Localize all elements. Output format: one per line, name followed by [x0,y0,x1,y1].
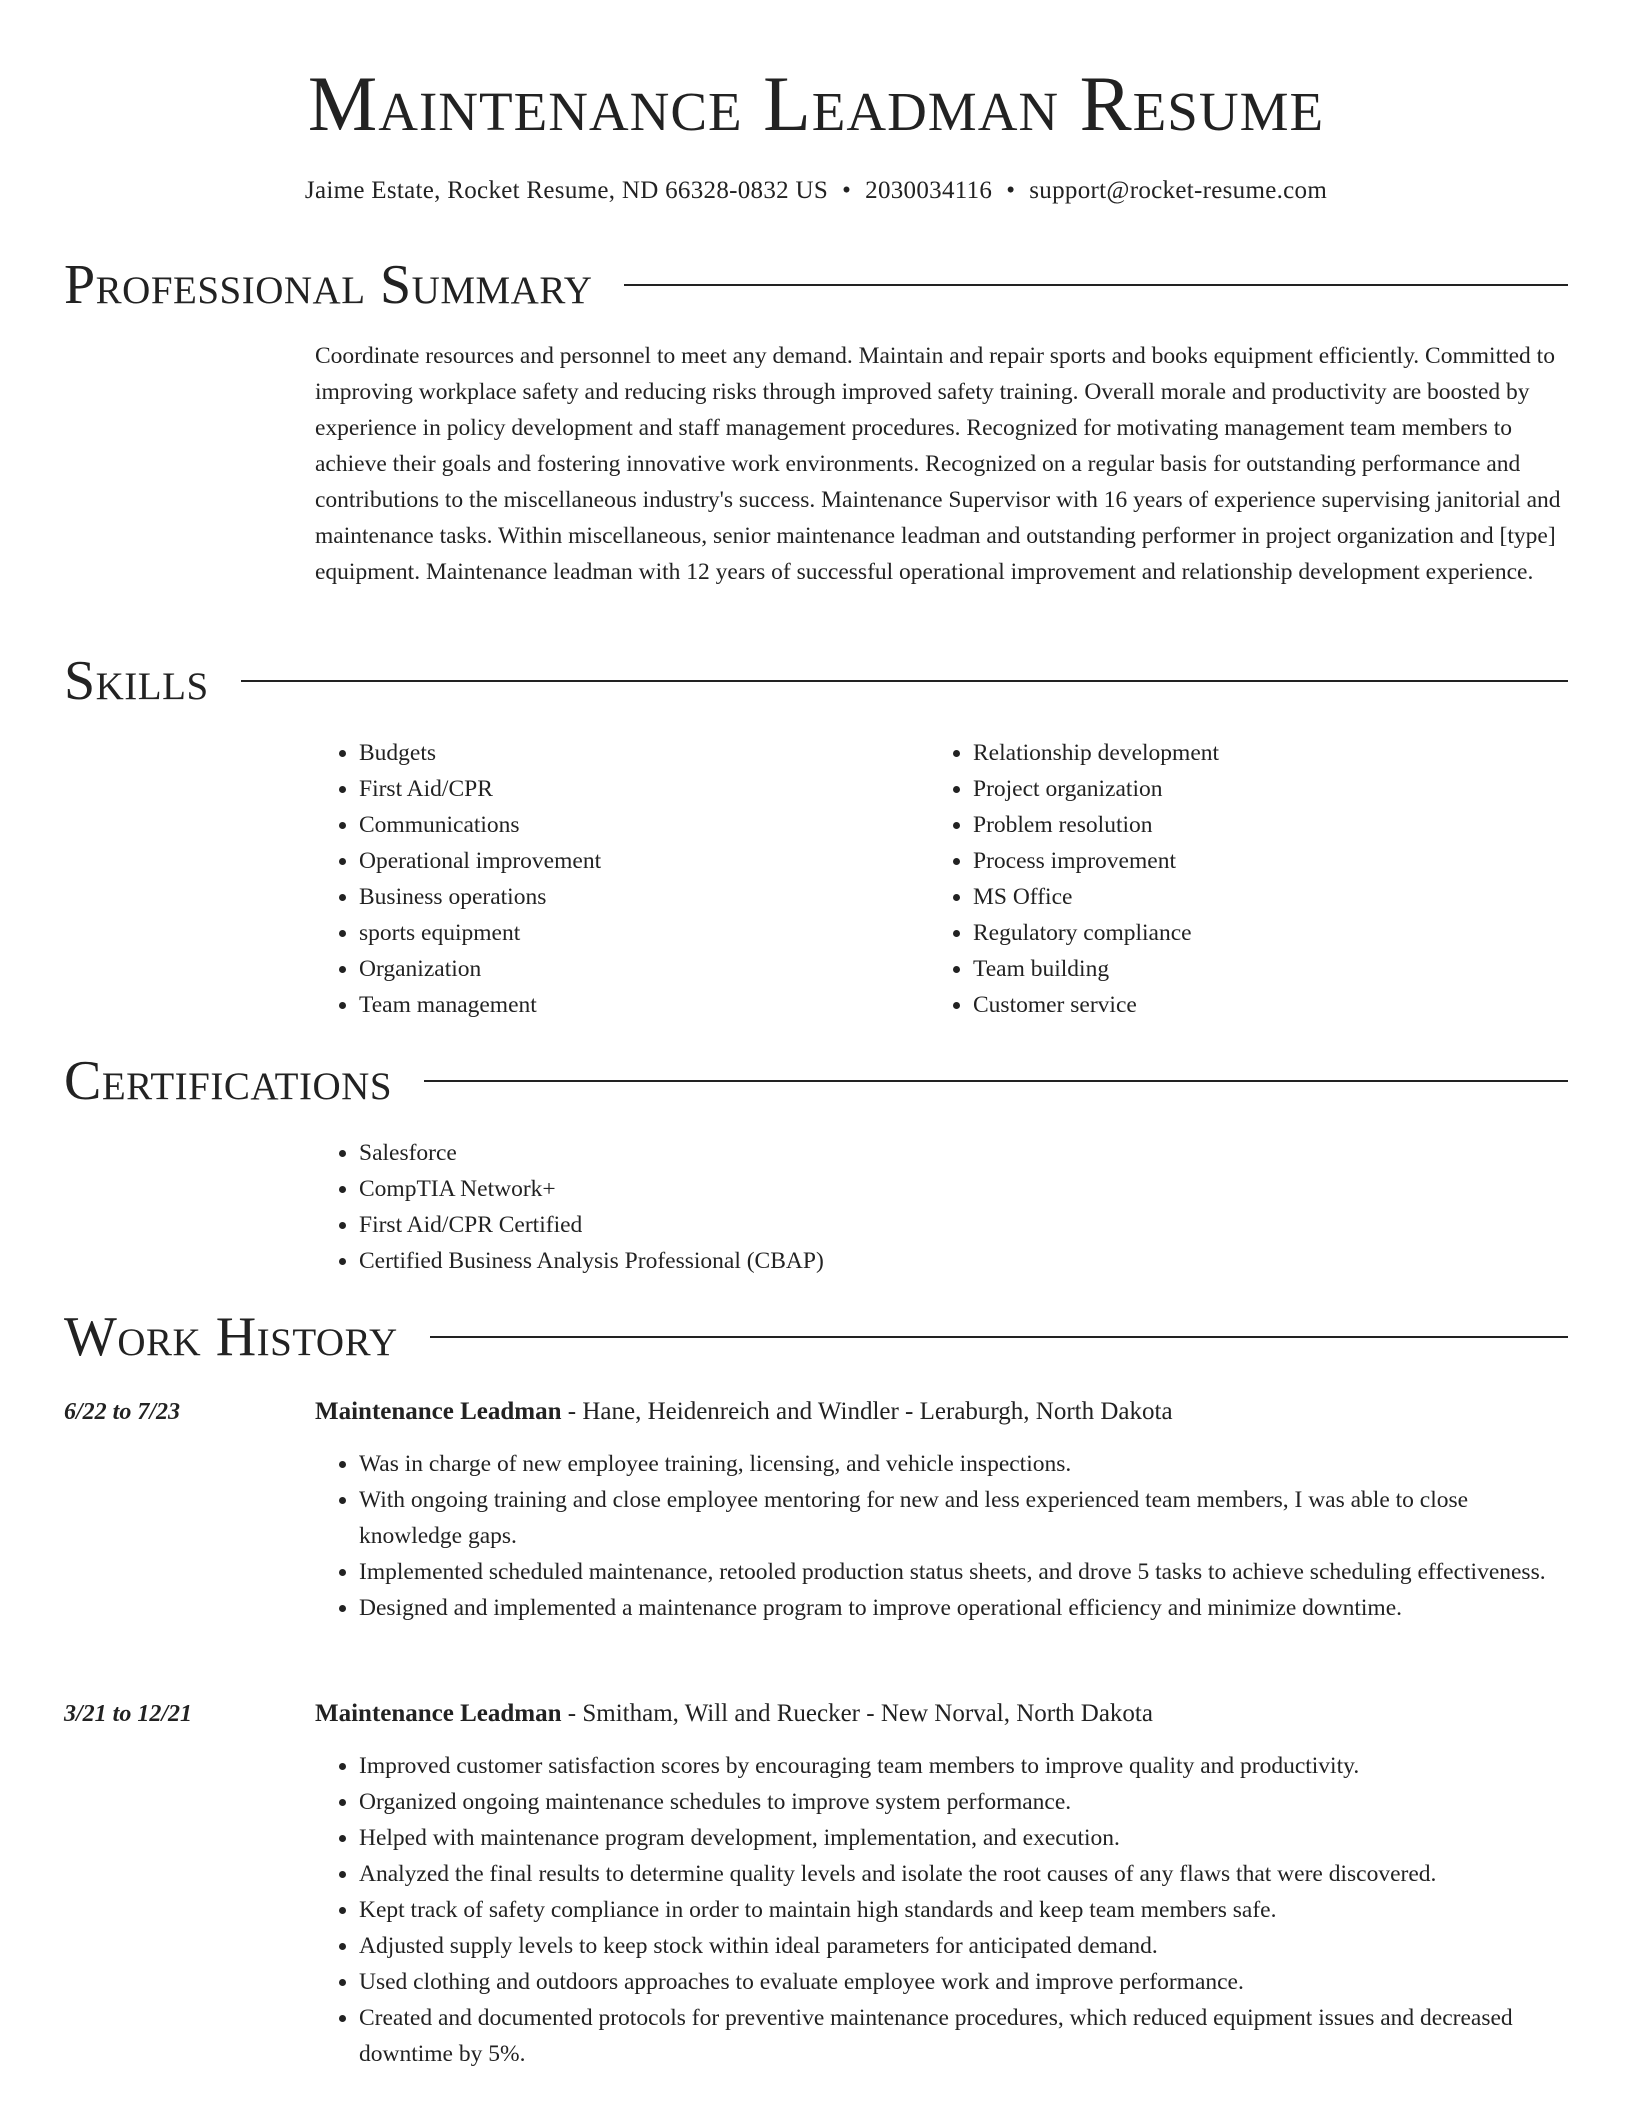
skill-item: • Business operations [359,879,915,915]
job-role: Maintenance Leadman [315,1398,562,1425]
job-employer-location: - Hane, Heidenreich and Windler - Leraburgh, North Dakota [561,1398,1173,1425]
certifications-section-header [64,1049,1568,1113]
skill-item: • Regulatory compliance [973,915,1529,951]
contact-address: Jaime Estate, Rocket Resume, ND 66328-0832 US [304,177,829,204]
summary-text: Coordinate resources and personnel to meet any demand. Maintain and repair sports and books equipment efficiently. Committed to improving workplace safety and reducing risks through improved safety training. Overall morale and productivity are boosted by experience in policy development and staff management procedures. Recognized for motivating management team members to achieve their goals and fostering innovative work environments. Recognized on a regular basis for outstanding performance and contributions to the miscellaneous industry's success. Maintenance Supervisor with 16 years of experience supervising janitorial and maintenance tasks. Within miscellaneous, senior maintenance leadman and outstanding performer in project organization and [type] equipment. Maintenance leadman with 12 years of successful operational improvement and relationship development experience. [315,343,1561,585]
job-employer-location: - Smitham, Will and Ruecker - New Norval, North Dakota [561,1700,1153,1727]
contact-line [0,174,1632,208]
certification-item: • Salesforce [359,1135,1568,1171]
contact-separator: • [842,177,852,204]
certification-item: • Certified Business Analysis Professional (CBAP) [359,1243,1568,1279]
job-bullets [315,1748,1568,2072]
work-history-heading: Work History [64,1306,398,1368]
section-divider [241,680,1568,682]
skill-item: • Problem resolution [973,807,1529,843]
skill-item: • Project organization [973,771,1529,807]
job-dates: 3/21 to 12/21 [64,1701,193,1727]
skill-item: • First Aid/CPR [359,771,915,807]
resume-title: Maintenance Leadman Resume [307,60,1325,147]
job-bullet: • Organized ongoing maintenance schedules to improve system performance. [359,1784,1568,1820]
skills-list-left [315,735,915,1023]
job-bullet: • Implemented scheduled maintenance, retooled production status sheets, and drove 5 tasks to achieve scheduling effectiveness. [359,1554,1568,1590]
skill-item: • Communications [359,807,915,843]
job-bullet: • Analyzed the final results to determine quality levels and isolate the root causes of any flaws that were discovered. [359,1856,1568,1892]
job-bullet: • Was in charge of new employee training, licensing, and vehicle inspections. [359,1446,1568,1482]
skill-item: • Team building [973,951,1529,987]
job-title-line [315,1394,1173,1430]
job-bullet: • Helped with maintenance program development, implementation, and execution. [359,1820,1568,1856]
job-bullet: • Adjusted supply levels to keep stock within ideal parameters for anticipated demand. [359,1928,1568,1964]
skill-item: • Budgets [359,735,915,771]
job-bullet: • Improved customer satisfaction scores by encouraging team members to improve quality and productivity. [359,1748,1568,1784]
section-divider [430,1336,1568,1338]
job-bullet: • Created and documented protocols for preventive maintenance procedures, which reduced equipment issues and decreased downtime by 5%. [359,2000,1568,2072]
job-bullet-list [315,1748,1568,2072]
contact-email: support@rocket-resume.com [1029,177,1328,204]
job-role: Maintenance Leadman [315,1700,562,1727]
skill-item: • MS Office [973,879,1529,915]
job-bullet: • Used clothing and outdoors approaches to evaluate employee work and improve performance. [359,1964,1568,2000]
job-bullet: • Designed and implemented a maintenance program to improve operational efficiency and minimize downtime. [359,1590,1568,1626]
contact-phone: 2030034116 [865,177,993,204]
certification-item: • CompTIA Network+ [359,1171,1568,1207]
certifications-list [315,1135,1568,1279]
skill-item: • Team management [359,987,915,1023]
certifications-heading: Certifications [64,1050,393,1112]
skill-item: • Operational improvement [359,843,915,879]
contact-separator: • [1006,177,1016,204]
skills-heading: Skills [64,650,209,712]
skill-item: • Customer service [973,987,1529,1023]
job-bullets [315,1446,1568,1626]
job-bullet: • With ongoing training and close employee mentoring for new and less experienced team members, I was able to close knowledge gaps. [359,1482,1568,1554]
section-divider [424,1080,1568,1082]
skills-list-right [929,735,1529,1023]
job-dates: 6/22 to 7/23 [64,1399,181,1425]
skills-left-column [315,735,915,1023]
skill-item: • Organization [359,951,915,987]
skill-item: • Process improvement [973,843,1529,879]
certification-item: • First Aid/CPR Certified [359,1207,1568,1243]
summary-heading: Professional Summary [64,254,593,316]
skill-item: • sports equipment [359,915,915,951]
job-bullet: • Kept track of safety compliance in order to maintain high standards and keep team members safe. [359,1892,1568,1928]
section-divider [624,284,1568,286]
job-bullet-list [315,1446,1568,1626]
skills-section-header [64,649,1568,713]
job-title-line [315,1696,1153,1732]
skill-item: • Relationship development [973,735,1529,771]
skills-right-column [929,735,1529,1023]
certifications-block [315,1135,1568,1279]
summary-section-header [64,253,1568,317]
work-history-section-header [64,1305,1568,1369]
